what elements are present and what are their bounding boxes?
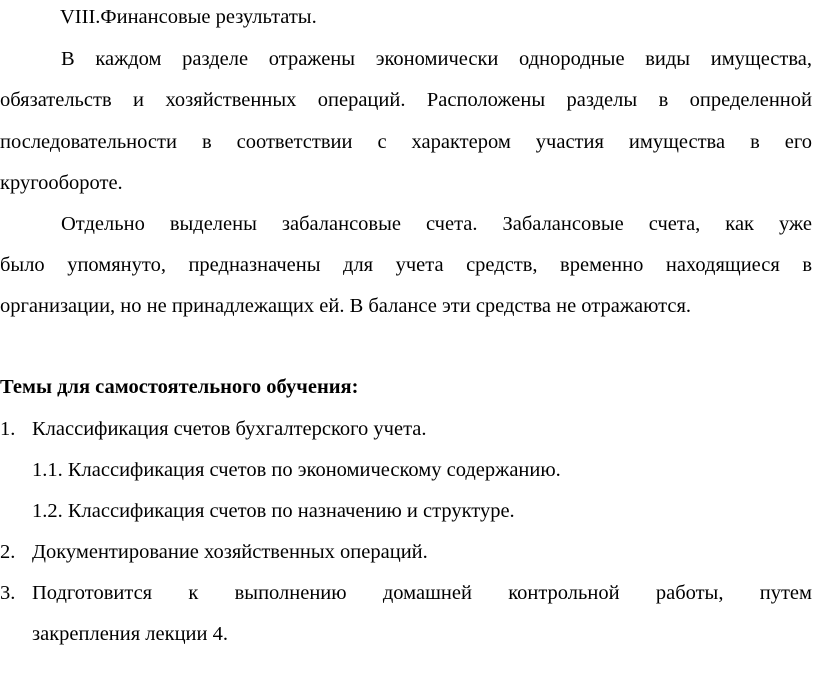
paragraph1-line-4: кругообороте. <box>0 172 123 194</box>
topics-heading: Темы для самостоятельного обучения: <box>0 376 359 398</box>
topic-number: 1.2. <box>32 500 63 522</box>
topic-item-1-2 <box>32 497 816 525</box>
topic-number: 1.1. <box>32 459 63 481</box>
topic-text: Классификация счетов по экономическому содержанию. <box>67 459 561 481</box>
topic-text: Классификация счетов бухгалтерского учета. <box>32 418 427 440</box>
topic-item-2 <box>0 538 812 566</box>
topic-item-1 <box>0 415 812 443</box>
topic-item-3-continuation: закрепления лекции 4. <box>32 623 229 645</box>
topic-number: 3. <box>0 582 16 604</box>
section-heading <box>60 3 816 31</box>
paragraph1-line-2: обязательств и хозяйственных операций. Расположены разделы в определенной <box>0 89 812 111</box>
paragraph2-line-3: организации, но не принадлежащих ей. В балансе эти средства не отражаются. <box>0 295 692 317</box>
section-number: VIII. <box>60 6 101 28</box>
topic-text: Документирование хозяйственных операций. <box>32 541 428 563</box>
topic-number: 2. <box>0 541 16 563</box>
topic-item-1-1 <box>32 456 816 484</box>
section-title: Финансовые результаты. <box>100 6 317 28</box>
paragraph1-line-1: В каждом разделе отражены экономически однородные виды имущества, <box>61 48 812 70</box>
paragraph1-line-3: последовательности в соответствии с характером участия имущества в его <box>0 131 812 153</box>
topic-item-3-text: Подготовится к выполнению домашней контрольной работы, путем <box>32 582 812 604</box>
topic-text: Классификация счетов по назначению и структуре. <box>67 500 515 522</box>
paragraph2-line-2: было упомянуто, предназначены для учета средств, временно находящиеся в <box>0 254 812 276</box>
topic-number: 1. <box>0 418 16 440</box>
paragraph2-line-1: Отдельно выделены забалансовые счета. Забалансовые счета, как уже <box>61 213 812 235</box>
